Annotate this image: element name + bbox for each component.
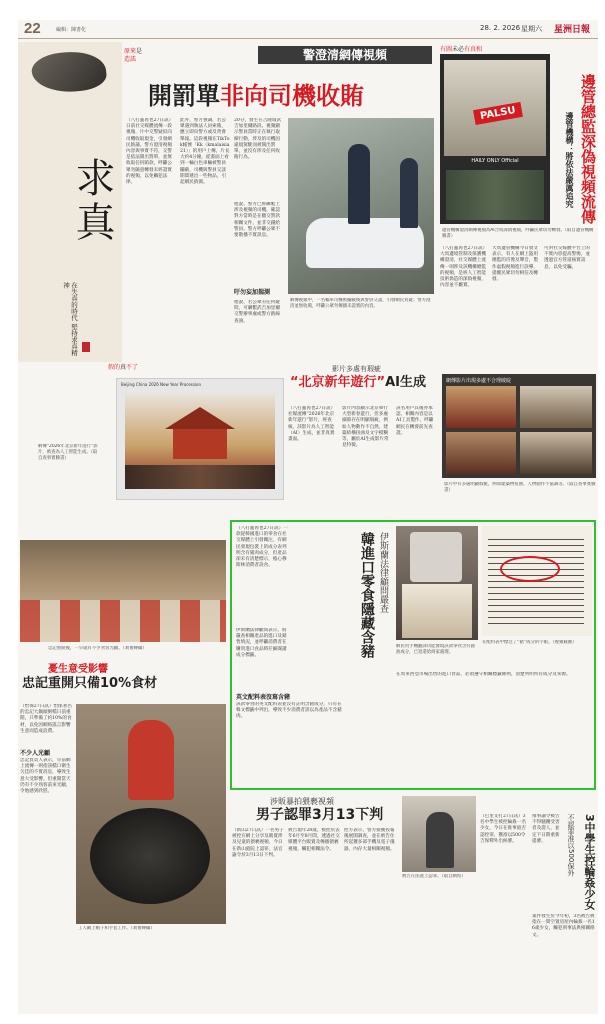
- diners-photo: [20, 540, 226, 642]
- section-editor: 編輯：陳書化: [56, 27, 87, 33]
- penalty-subhead: 吁勿妄加揣測: [234, 289, 271, 296]
- kicker-c: 有真相: [464, 46, 483, 53]
- korea-col-1b: [294, 526, 348, 686]
- article-porridge: [18, 520, 228, 1014]
- wok: [90, 808, 210, 904]
- police-officer-1: [348, 144, 370, 224]
- penalty-photo-caption: 網傳視頻中，一名轎車司機被攔截後與警員交談，引發網民質疑；警方澄清並無收賄，呼籲公眾勿傳播未證實的內容。: [290, 298, 431, 309]
- article-korea-snack: [230, 520, 596, 790]
- crowd: [125, 465, 275, 489]
- porridge-col-1: （怡保27日訊）怡保著名的忠記大鍋頭粥檔日前重開，只準備了約10%的食材，以免因網絡謠言影響生意而造成浪費。: [20, 704, 72, 734]
- ai-col-1: （八打靈再也27日訊）社媒流傳“2026年北京新年遊行”影片，經查核，該影片為人工智能（AI）生成，並非真實畫面。: [288, 406, 336, 443]
- penalty-col-1: （八打靈再也27日訊）日前社交媒體流傳一段視頻，片中交警疑似向司機收取現金，引發網民熱議。警方澄清視頻內容與事實不符，交警是依法開出罰單，並無收取任何賄款，呼籲公眾勿隨意轉發未經證實的視頻，以免觸犯法律。: [126, 118, 174, 186]
- article-rape-case: [478, 794, 598, 1014]
- cook-figure: [128, 720, 174, 800]
- kicker-a: 有圖: [440, 46, 453, 53]
- abuse-col-3: 控方表示，警方接獲投報後展開調查，並在被告住所起獲多部手機及電子儀器，內存大量相關視頻。: [344, 828, 395, 852]
- abuse-col-2: 被告現年28歲，被控於去年6月至8月間，透過社交媒體平台販賣及傳播猥褻視頻，觸犯相關法令。: [288, 828, 340, 852]
- korea-col-2: 伊斯蘭法律顧問表示，將嚴查相關產品的進口及銷售情況，並呼籲消費者在購買進口食品時仔細閱讀成分標籤。: [236, 628, 287, 658]
- deepfake-col-1: （八打靈再也27日訊）大馬邊境管制及保護機構澄清，社交媒體上流傳一則涉及該機構總監的視頻，是經人工智能技術偽造的深偽視頻，內容並不屬實。: [440, 246, 488, 289]
- headline-ai: [290, 374, 426, 391]
- kicker-b: 未必: [452, 46, 465, 53]
- defendant-figure: [426, 812, 454, 868]
- kicker-c: 不了: [126, 364, 139, 371]
- kicker-korea: 伊斯蘭法律顧問嚴查: [378, 532, 388, 613]
- deepfake-col-3: 可對社交媒體平台上的不實內容提高警惕，並透過官方管道核實訊息，以免受騙。: [544, 246, 590, 270]
- abuse-caption: 被告在法庭上認罪。（取自網絡）: [402, 874, 466, 879]
- calligraphy-panel: [18, 42, 122, 362]
- kicker-rape: 不認罪准以500保外: [567, 814, 575, 877]
- fake-account-name: HAILY ONLY Official: [471, 158, 519, 164]
- abuse-col-4: [402, 888, 476, 1012]
- korea-col-1: （八打靈再也27日訊）一款從韓國進口的零食在社交媒體上引發關注，有網民發現包裝上的成分表列明含有豬肉成分，但產品卻未有清楚標示，擔心穆斯林消費者誤食。: [236, 526, 288, 569]
- korea-col-4: 在馬來西亞市場出售的進口食品，必須遵守相關標籤條例，清楚列明所有成分及來源。: [396, 672, 571, 677]
- ai-side-thumb-3: [446, 432, 516, 474]
- police-officer-2: [400, 158, 418, 228]
- headline-korea: 韓進口零食隱藏含豬: [359, 532, 375, 658]
- headline-quote: “北京新年遊行”: [290, 375, 386, 390]
- headline-porridge: 忠記重開只備10%食材: [22, 676, 158, 691]
- snack-package: [402, 584, 472, 638]
- article-ai-beijing: [108, 360, 598, 518]
- fake-video-screenshot: [440, 54, 550, 224]
- porridge-col-2: 忠記負責人表示，早前網上流傳一則指該檔口衛生欠佳的不實消息，導致生意大受影響。但重開當天仍有不少熟客前來光顧，令他感到欣慰。: [20, 758, 71, 795]
- ai-col-3: 該名用戶其後亦承認，相關內容是以AI工具製作，呼籲網民在轉發前先查證。: [396, 406, 434, 436]
- subtitle-ai: 影片多處有瑕疵: [332, 365, 381, 373]
- ai-screen-title: Beijing China 2026 New Year Procession: [121, 382, 202, 387]
- korea-col-3: 該款零食的英文配料表並沒有註明含豬成分，只有在韓文標籤中列出，導致不少消費者誤以為產品不含豬肉。: [236, 702, 342, 720]
- article-penalty: [124, 42, 436, 360]
- article-deepfake: [438, 42, 598, 360]
- police-photo: [288, 118, 434, 294]
- palace-body: [173, 429, 227, 459]
- kicker-deepfake: [440, 44, 482, 53]
- page-number: 22: [24, 20, 41, 37]
- issue-date: 28. 2. 2026: [480, 24, 521, 32]
- headline-deepfake: 邊管總監深偽視頻流傳: [579, 74, 597, 224]
- snack-phone-photo: [396, 526, 478, 640]
- ai-side-label: 網傳影片出現多處不合理破綻: [446, 378, 512, 384]
- calligraphy-big: 求真: [69, 157, 115, 245]
- rape-col-1: （巴里文打27日訊）3名中學生被控輪姦一名少女，今日在推事庭否認控罪，獲准以500令吉保釋外出候審。: [480, 814, 526, 844]
- ai-side-thumb-4: [520, 432, 592, 474]
- korea-caption-b: 在配料表中標注了“豬”成分的字眼。（視頻截圖）: [482, 640, 577, 645]
- ingredient-label-photo: [482, 526, 592, 636]
- subtitle-deepfake: 邊管機構：將依法嚴厲追究: [565, 112, 574, 208]
- phone-screen: [410, 532, 462, 582]
- ai-caption-left: 網傳“2026年北京新年遊行”影片，被查為人工智能生成。（取自查事實臉書）: [38, 444, 98, 461]
- ai-palace-image: [125, 393, 275, 489]
- ai-caption-right: 影片中有多處明顯瑕疵，例如建築物扭曲、人物動作不協調等。（取自查事實臉書）: [444, 482, 596, 493]
- kicker-c: 造謠: [124, 56, 137, 63]
- korea-caption-a: 網民用手機翻譯功能發現該款零食含有豬油成分，已退還給商家處理。: [396, 644, 476, 655]
- tables-row: [20, 600, 226, 642]
- penalty-col-2: 此外，警方強調，若公眾遇到執法人員索賄，應立即向警方或反貪會舉報。這段視頻在TikTok帳號「Kk（kmalaisia21）」的用戶上傳，片長大約4分鐘，從畫面上看到一輛白色車輛被警員攔截，司機與警員交談期間遞出一些物品，引起網民猜測。: [180, 118, 230, 186]
- article-abuse-video: [230, 794, 476, 1014]
- abuse-col-1: （新山27日訊）一名男子被控在網上分享及販賣涉及兒童的猥褻視頻，今日在新山庭院上認罪，法官諭令於3月13日下判。: [232, 828, 284, 858]
- newspaper-logo: 星洲日報: [554, 25, 591, 35]
- issue-weekday: 星期六: [521, 25, 542, 33]
- penalty-col-6: [290, 320, 434, 358]
- court-photo: [402, 796, 476, 872]
- ai-col-2: 影片內容顯示北京舉行大型新春遊行，但多處細節存在明顯瑕疵，例如人物動作不自然、建築結構扭曲及文字模糊等，屬於AI生成影片常見特徵。: [342, 406, 389, 449]
- header-divider: [18, 38, 598, 39]
- porridge-col-3: [76, 940, 226, 1010]
- penalty-col-5: 他說，若公眾有任何疑問，可聯繫武吉加里爾交警辦事處或警方熱線查詢。: [234, 300, 280, 324]
- ai-side-thumb-2: [520, 386, 592, 428]
- palsu-badge: PALSU: [473, 102, 523, 125]
- palace-roof: [165, 407, 235, 429]
- subtitle-penalty: 警澄清網傳視頻: [258, 46, 432, 64]
- newspaper-page: [18, 20, 598, 1014]
- kicker-b: 真: [120, 364, 127, 371]
- seal-stamp: [82, 342, 90, 352]
- calligraphy-small: 在失真的時代 堅持求真精神: [62, 282, 78, 356]
- ai-side-panel: [442, 374, 596, 478]
- ai-side-thumb-1: [446, 386, 516, 428]
- kicker-abuse: 涉販暴拍猥褻視頻: [270, 797, 334, 806]
- headline-penalty: [148, 82, 364, 110]
- kicker-a: 原來: [124, 48, 137, 55]
- officer-group: [446, 170, 544, 220]
- korea-subhead: 英文配料表沒寫含豬: [236, 694, 291, 701]
- kicker-penalty: [124, 48, 154, 64]
- porridge-caption-top: 忠記重開後，一早就有不少食客光顧。（刘俊輝攝）: [48, 646, 147, 651]
- cook-photo: [76, 704, 226, 924]
- deepfake-caption: 邊管機構澄清網傳視頻為AI合成深偽視頻，呼籲民眾切勿轉發。（取自邊管機構臉書）: [442, 228, 594, 239]
- kicker-b: 是: [136, 48, 143, 55]
- kicker-ai: [108, 362, 138, 371]
- deepfake-col-2: 大馬邊管機構今日發文表示，有人在網上盜用總監的肖像及聲音，製作虛假視頻進行誤導，提醒民眾切勿相信及轉發。: [492, 246, 538, 283]
- ai-video-screenshot: [116, 378, 284, 500]
- penalty-col-4: 他說，警方已經聯繫上涉及視頻的司機，確認對方當時是在繳交罰款相關文件，並非交錢給警員。警方呼籲公眾不要散播不實訊息。: [234, 202, 280, 239]
- porridge-caption-bottom: 工人戴上帽子和手套工作。（刘俊輝攝）: [78, 926, 155, 931]
- kicker-porridge: 憂生意受影響: [48, 664, 108, 675]
- headline-part2: 非向司機收賄: [220, 82, 364, 110]
- headline-tail: AI生成: [385, 375, 426, 390]
- headline-part1: 開罰單: [148, 82, 220, 110]
- highlight-circle: [500, 556, 560, 582]
- penalty-col-3: 20分，發生在吉隆坡武吉加里爾路段。視頻顯示警員當時正在執行取締行動，涉及的司機因違規駕駛而被開出罰單，並沒有涉及任何收賄行為。: [234, 118, 282, 161]
- rape-col-3: 推事諭令被告不得騷擾受害者及證人，並定下日期重新提審。: [532, 814, 560, 844]
- torn-paper-graphic: [30, 48, 108, 96]
- kicker-a: 假的: [108, 364, 121, 371]
- headline-abuse: 男子認罪3月13下判: [256, 807, 384, 823]
- rape-col-2: 案件發生於今年初，3名被告被指在一間空置房屋內輪姦一名16歲少女，觸犯刑事法典相關條文。: [532, 914, 595, 938]
- porridge-subhead: 不少人光顧: [20, 750, 51, 757]
- headline-rape: 3中學生控輪姦少女: [583, 814, 596, 910]
